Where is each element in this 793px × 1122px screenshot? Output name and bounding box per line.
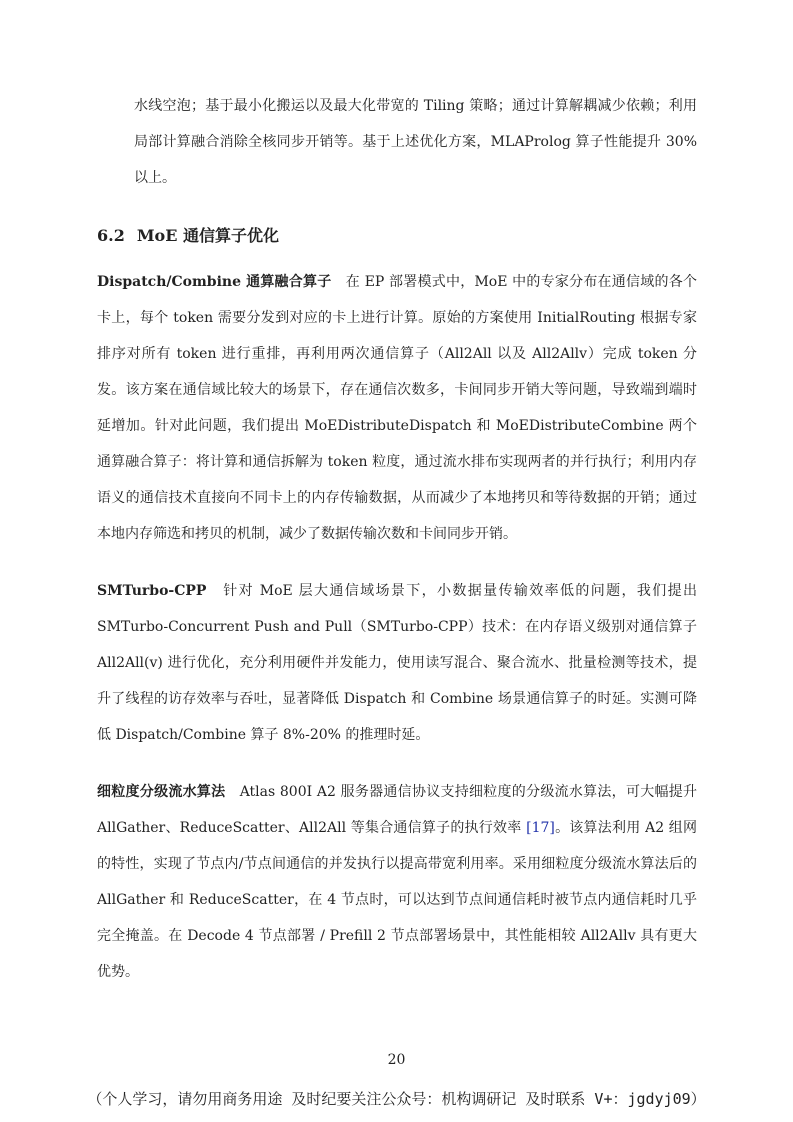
paragraph-body: 针对 MoE 层大通信域场景下，小数据量传输效率低的问题，我们提出 SMTurbo-Concurrent Push and Pull（SMTurbo-CPP）技术：在内存语义级别对通信算子 All2All(v) 进行优化，充分利用硬件并发能力，使用读写混合、聚合流水、批量检测等技术，提升了线程的访存效率与吞吐，显著降低 Dispatch 和 Combine 场景通信算子的时延。实测可降低 Dispatch/Combine 算子 8%-20% 的推理时延。 [97,583,698,743]
intro-paragraph: 水线空泡；基于最小化搬运以及最大化带宽的 Tiling 策略；通过计算解耦减少依赖；利用局部计算融合消除全核同步开销等。基于上述优化方案，MLAProlog 算子性能提升 30% 以上。 [134,98,697,186]
paragraph-body: 在 EP 部署模式中，MoE 中的专家分布在通信域的各个卡上，每个 token 需要分发到对应的卡上进行计算。原始的方案使用 InitialRouting 根据专家排序对所有 token 进行重排，再利用两次通信算子（All2All 以及 All2Allv）完成 token 分发。该方案在通信域比较大的场景下，存在通信次数多，卡间同步开销大等问题，导致端到端时延增加。针对此问题，我们提出 MoEDistributeDispatch 和 MoEDistributeCombine 两个通算融合算子：将计算和通信拆解为 token 粒度，通过流水排布实现两者的并行执行；利用内存语义的通信技术直接向不同卡上的内存传输数据，从而减少了本地拷贝和等待数据的开销；通过本地内存筛选和拷贝的机制，减少了数据传输次数和卡间同步开销。 [97,274,697,542]
paragraph-lead: 细粒度分级流水算法 [97,784,226,800]
paragraph-smturbo [97,573,697,753]
paragraph-dispatch-combine [97,264,697,552]
page-number: 20 [387,1052,406,1068]
paragraph-lead: Dispatch/Combine 通算融合算子 [97,274,332,290]
paragraph-body-continued: 。该算法利用 A2 组网的特性，实现了节点内/节点间通信的并发执行以提高带宽利用率。采用细粒度分级流水算法后的 AllGather 和 ReduceScatter，在 4 节点时，可以达到节点间通信耗时被节点内通信耗时几乎完全掩盖。在 Decode 4 节点部署 / Prefill 2 节点部署场景中，其性能相较 All2Allv 具有更大优势。 [97,820,698,980]
section-number: 6.2 [97,226,125,245]
section-heading [97,222,279,250]
paragraph-hierarchical-pipeline [97,774,697,990]
footer-note: （个人学习，请勿用商务用途 及时纪要关注公众号：机构调研记 及时联系 V+：jgdyj09） [87,1090,706,1108]
paragraph-lead: SMTurbo-CPP [97,583,207,599]
paragraph-body: Atlas 800I A2 服务器通信协议支持细粒度的分级流水算法，可大幅提升 AllGather、ReduceScatter、All2All 等集合通信算子的执行效率 [97,784,698,836]
section-title: MoE 通信算子优化 [136,226,279,245]
citation-link[interactable]: [17] [526,820,555,836]
